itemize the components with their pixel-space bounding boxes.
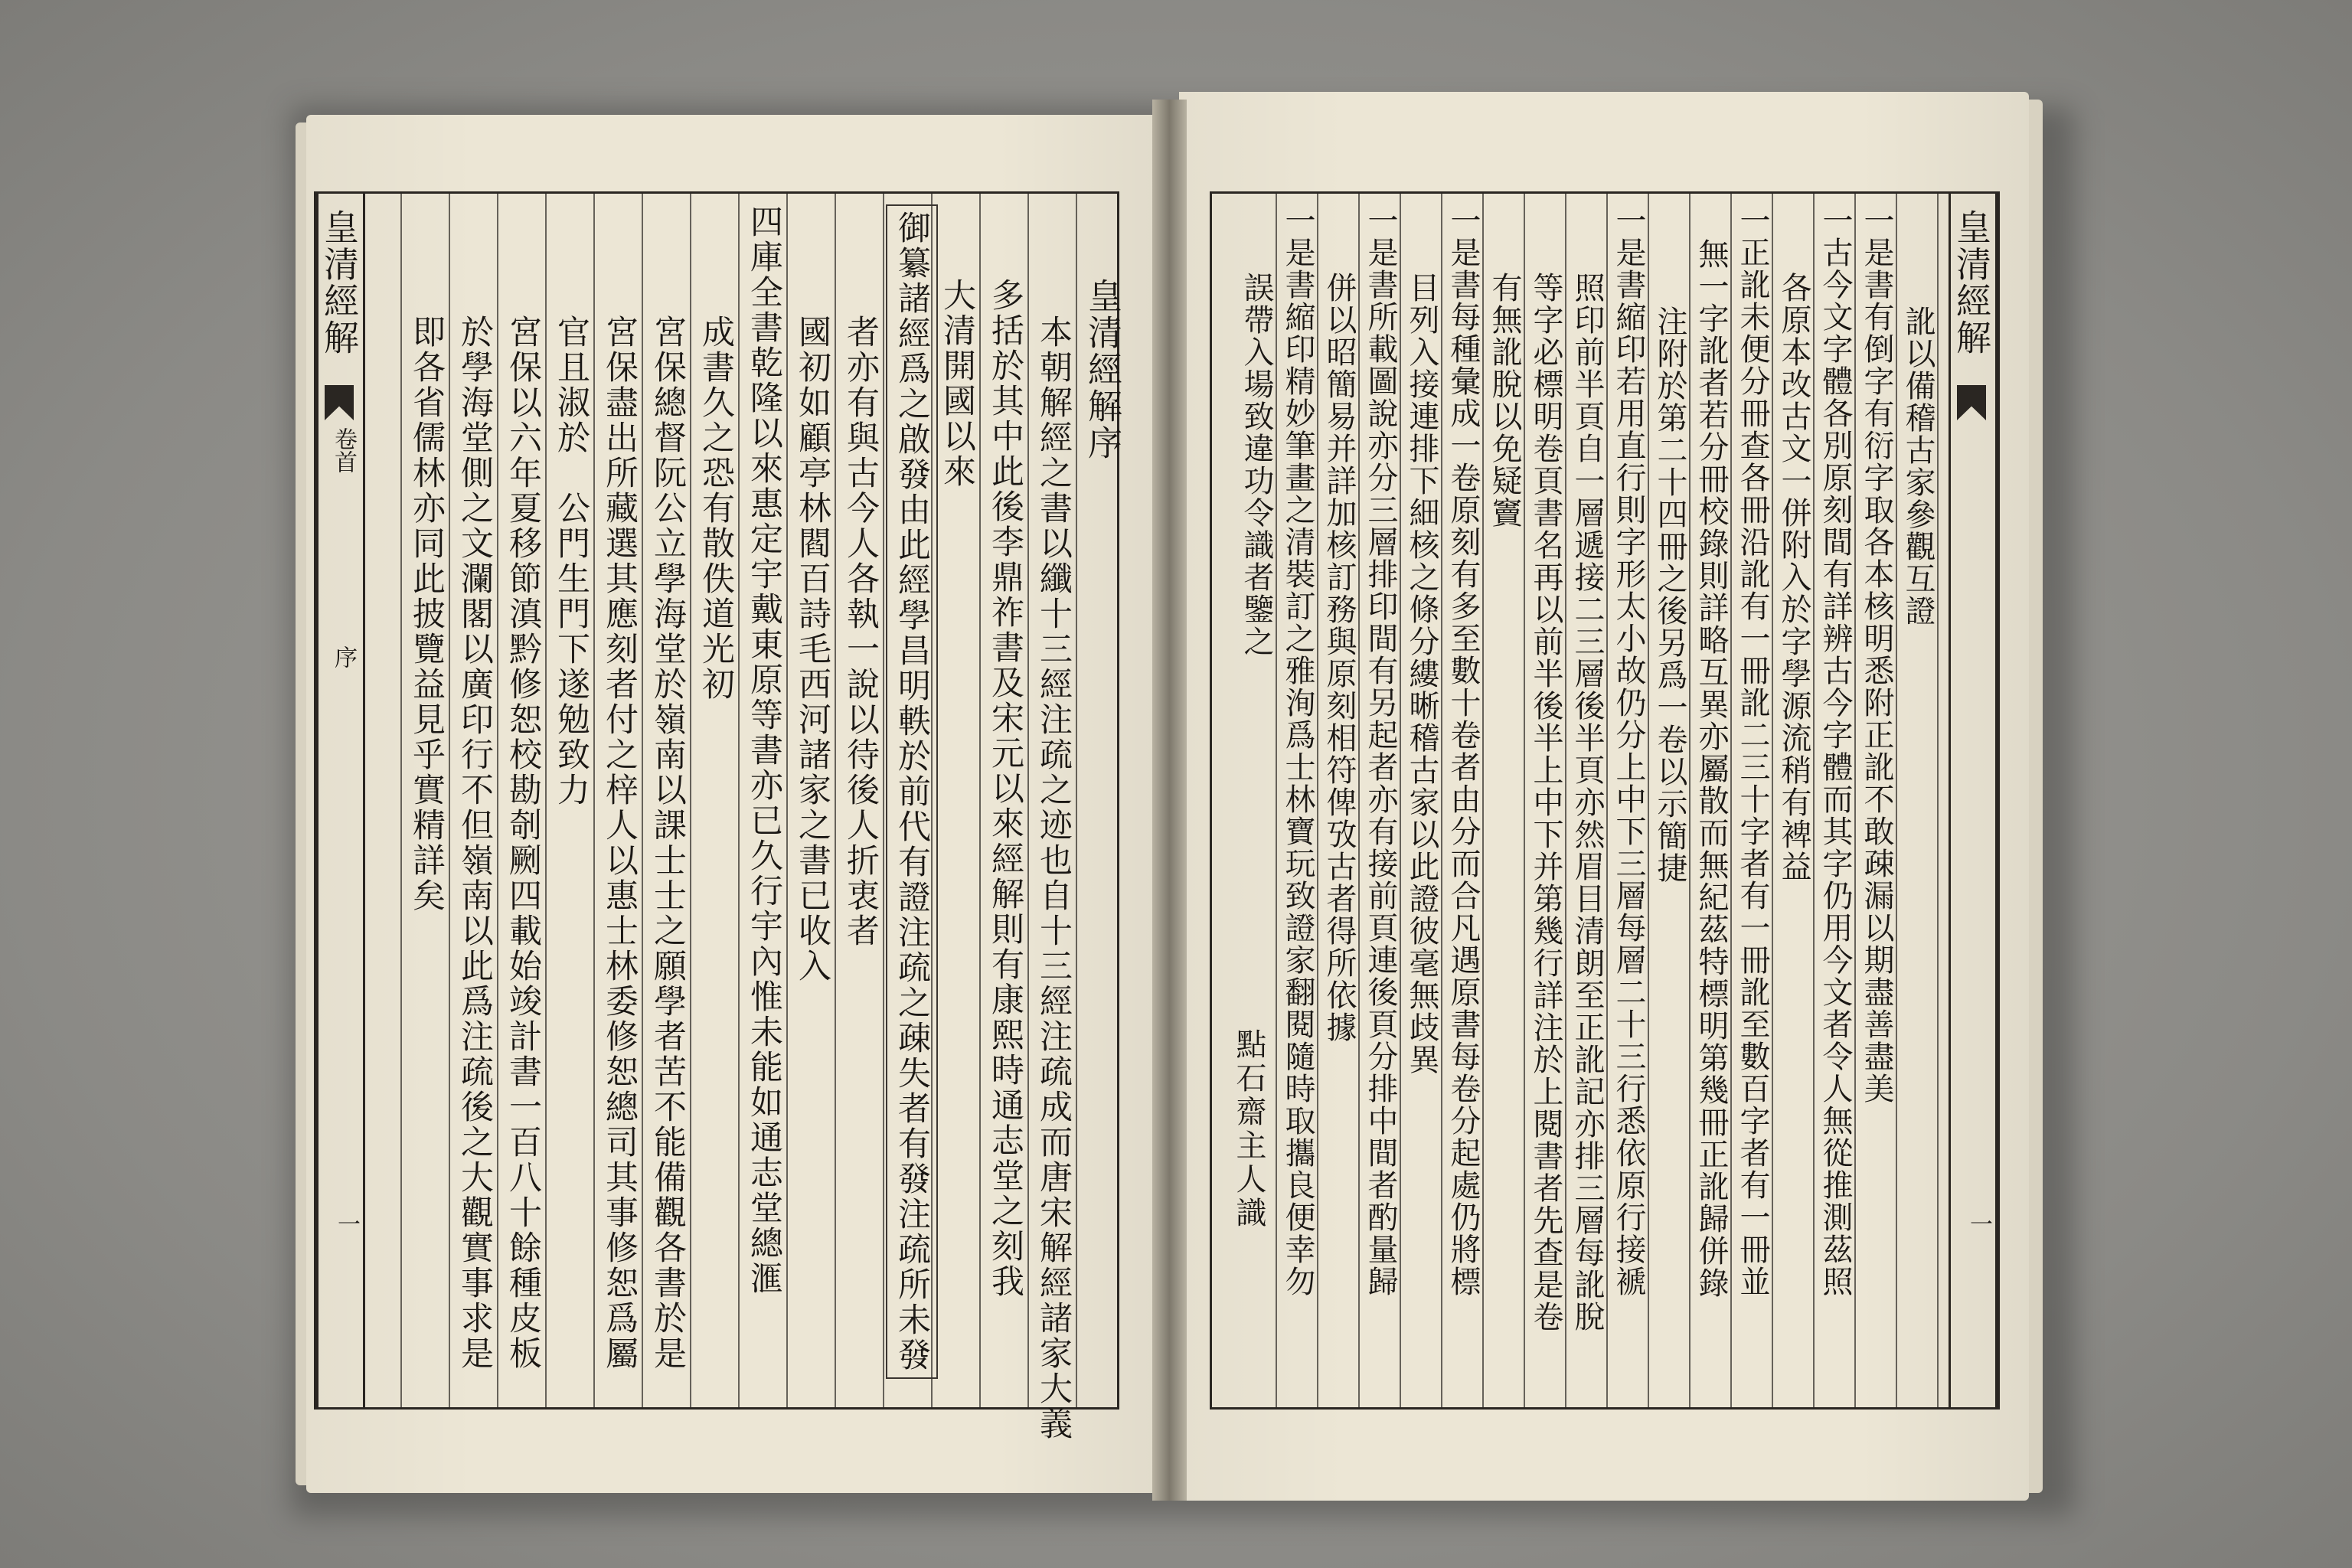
text-column: 國初如顧亭林閻百詩毛西河諸家之書已收入 xyxy=(793,315,831,984)
text-column: 有無訛脫以免疑竇 xyxy=(1487,272,1522,529)
text-column: 注附於第二十四冊之後另爲一卷以示簡捷 xyxy=(1652,305,1687,884)
text-column: 一是書所載圖說亦分三層排印間有另起者亦有接前頁連後頁分排中間者酌量歸 xyxy=(1363,204,1398,1298)
text-column: 者亦有與古今人各執一說以待後人折衷者 xyxy=(841,315,880,949)
book-gutter xyxy=(1152,100,1187,1501)
text-column: 宮保總督阮公立學海堂於嶺南以課士士之願學者苦不能備觀各書於是 xyxy=(648,315,687,1371)
column-rule xyxy=(400,194,402,1407)
text-column: 皇清經解序 xyxy=(1082,278,1122,462)
text-column: 等字必標明卷頁書名再以前半後半上中下并第幾行詳注於上閱書者先查是卷 xyxy=(1528,272,1563,1333)
right-banner xyxy=(1949,194,1998,1407)
text-column: 本朝解經之書以纖十三經注疏之迹也自十三經注疏成而唐宋解經諸家大義 xyxy=(1034,315,1073,1442)
left-page-edge xyxy=(296,122,306,1485)
left-text-frame xyxy=(314,191,1122,1442)
text-column: 訛以備稽古家參觀互證 xyxy=(1900,305,1936,627)
left-banner-folio: 一 xyxy=(333,1212,360,1235)
text-column: 一是書縮印若用直行則字形太小故仍分上中下三層每層二十三行悉依原行接褫 xyxy=(1611,204,1646,1298)
left-banner-volume: 卷首 xyxy=(330,427,357,473)
right-banner-title: 皇清經解 xyxy=(1951,209,1992,356)
fishtail-ornament xyxy=(325,385,354,420)
text-column: 目列入接連排下細核之條分縷晰稽古家以此證彼毫無歧異 xyxy=(1404,272,1439,1076)
right-banner-folio: 一 xyxy=(1965,1212,1992,1235)
right-page-edge xyxy=(2029,100,2043,1493)
text-column: 併以昭簡易并詳加核訂務與原刻相符俾攷古者得所依據 xyxy=(1321,272,1357,1044)
text-column: 一古今文字體各別原刻間有詳辨古今字體而其字仍用今文者令人無從推測茲照 xyxy=(1818,204,1853,1298)
text-column: 四庫全書乾隆以來惠定宇戴東原等書亦已久行宇內惟未能如通志堂總滙 xyxy=(745,204,783,1296)
left-banner-title: 皇清經解 xyxy=(318,209,360,356)
text-column: 一正訛未便分冊查各冊沿訛有一冊訛二三十字者有一冊訛至數百字者有一冊並 xyxy=(1735,204,1770,1298)
text-column: 御纂諸經爲之啟發由此經學昌明軼於前代有證注疏之疎失者有發注疏所未發 xyxy=(886,204,938,1379)
text-column: 一是書有倒字有衍字取各本核明悉附正訛不敢疎漏以期盡善盡美 xyxy=(1859,204,1894,1105)
text-column: 各原本改古文一併附入於字學源流稍有裨益 xyxy=(1776,272,1811,883)
text-column: 宮保以六年夏移節滇黔修恕校勘剞劂四載始竣計書一百八十餘種皮板 xyxy=(504,315,542,1371)
right-text-frame xyxy=(1210,191,2000,1410)
text-column: 多括於其中此後李鼎祚書及宋元以來經解則有康熙時通志堂之刻我 xyxy=(986,278,1024,1299)
text-column: 一是書每種彙成一卷原刻有多至數十卷者由分而合凡遇原書每卷分起處仍將標 xyxy=(1446,204,1481,1298)
fishtail-ornament xyxy=(1957,385,1986,420)
text-column: 即各省儒林亦同此披覽益見乎實精詳矣 xyxy=(407,315,446,913)
text-column: 於學海堂側之文瀾閣以廣印行不但嶺南以此爲注疏後之大觀實事求是 xyxy=(456,315,494,1371)
left-banner xyxy=(316,194,365,1407)
text-column: 一是書縮印精妙筆畫之清裝訂之雅洵爲士林寶玩致證家翻閱隨時取攜良便幸勿 xyxy=(1280,204,1315,1298)
text-column: 照印前半頁自一層遞接二三層後半頁亦然眉目清朗至正訛記亦排三層每訛脫 xyxy=(1570,272,1605,1333)
signature: 點石齋主人識 xyxy=(1231,1028,1266,1230)
text-column: 無一字訛者若分冊校錄則詳略互異亦屬散而無紀茲特標明第幾冊正訛歸併錄 xyxy=(1694,238,1729,1299)
text-column: 宮保盡出所藏選其應刻者付之梓人以惠士林委修恕總司其事修恕爲屬 xyxy=(600,315,639,1371)
text-column: 誤帶入場致違功令識者鑒之 xyxy=(1239,272,1274,658)
left-banner-section: 序 xyxy=(330,645,357,668)
text-column: 成書久之恐有散佚道光初 xyxy=(697,315,735,702)
text-column: 官且淑於 公門生門下遂勉致力 xyxy=(552,315,590,808)
text-column: 大清開國以來 xyxy=(938,278,976,489)
